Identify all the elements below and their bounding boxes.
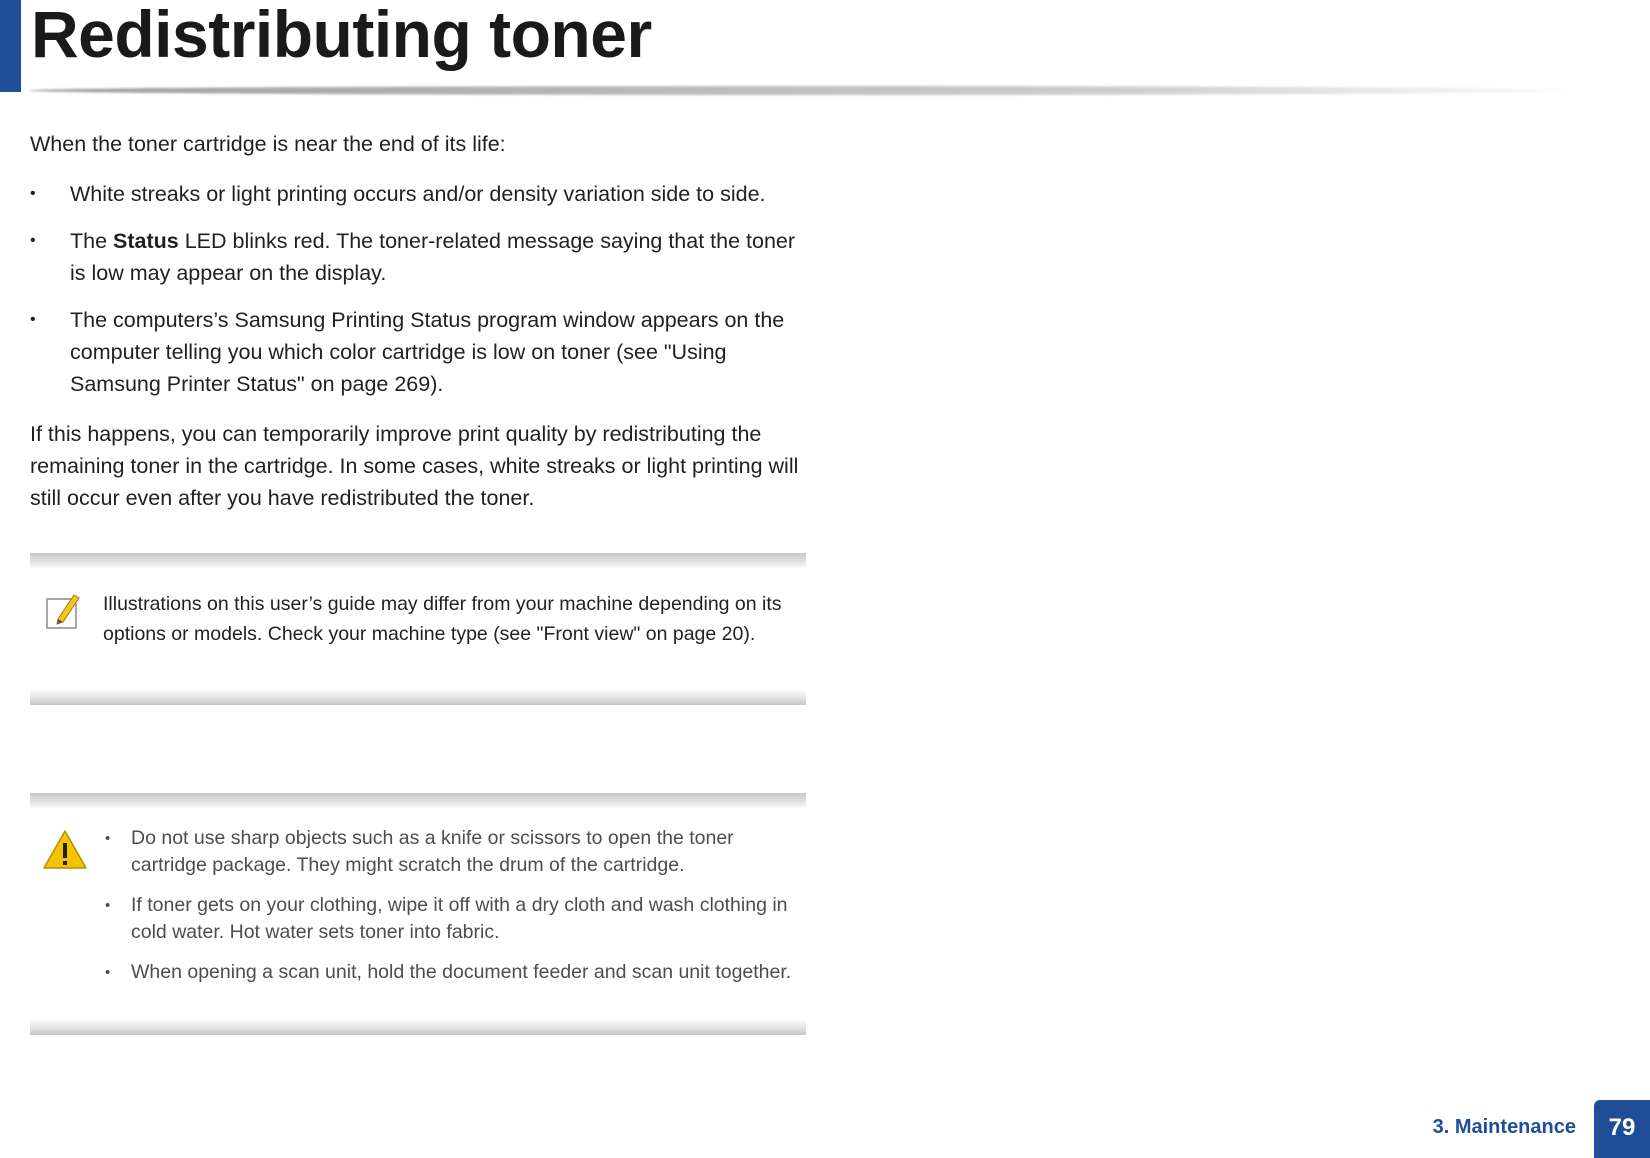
list-item xyxy=(30,178,810,210)
warning-triangle-icon xyxy=(42,829,88,871)
caution-list xyxy=(103,825,793,999)
list-item: • Do not use sharp objects such as a knife or scissors to open the toner cartridge package. They might scratch the drum of the cartridge. xyxy=(103,825,793,879)
title-accent-bar xyxy=(0,0,21,92)
note-pencil-icon xyxy=(44,591,84,633)
page-number-badge: 79 xyxy=(1594,1100,1650,1158)
intro-text: When the toner cartridge is near the end of its life: xyxy=(30,132,506,156)
list-item xyxy=(30,304,810,400)
caution-top-bar xyxy=(30,793,806,809)
note-text: Illustrations on this user’s guide may differ from your machine depending on its options or models. Check your machine type (see "Front view" on page 20). xyxy=(103,593,782,645)
list-item-text: White streaks or light printing occurs and/or density variation side to side. xyxy=(70,182,766,206)
status-led-label: Status xyxy=(113,229,179,253)
list-item: • When opening a scan unit, hold the document feeder and scan unit together. xyxy=(103,959,793,986)
list-item-text: The computers’s Samsung Printing Status program window appears on the computer telling you which color cartridge is low on toner (see "Using Samsung Printer Status" on page 269). xyxy=(70,308,785,396)
page-title: Redistributing toner xyxy=(31,0,652,71)
note-top-bar xyxy=(30,553,806,569)
explanation-paragraph: If this happens, you can temporarily improve print quality by redistributing the remaining toner in the cartridge. In some cases, white streaks or light printing will still occur even after you have redistributed the toner. xyxy=(30,422,799,510)
footer-section-label: 3. Maintenance xyxy=(1432,1116,1576,1138)
list-item-prefix: The xyxy=(70,229,114,253)
list-item xyxy=(30,225,810,289)
symptom-list xyxy=(30,178,810,415)
list-item: • If toner gets on your clothing, wipe it off with a dry cloth and wash clothing in cold water. Hot water sets toner into fabric. xyxy=(103,892,793,946)
title-underline xyxy=(30,86,1595,95)
caution-bottom-bar xyxy=(30,1019,806,1035)
list-item-suffix: LED blinks red. The toner-related message saying that the toner is low may appear on the display. xyxy=(70,229,796,285)
note-bottom-bar xyxy=(30,689,806,705)
note-box xyxy=(30,553,806,705)
caution-box xyxy=(30,793,806,1035)
